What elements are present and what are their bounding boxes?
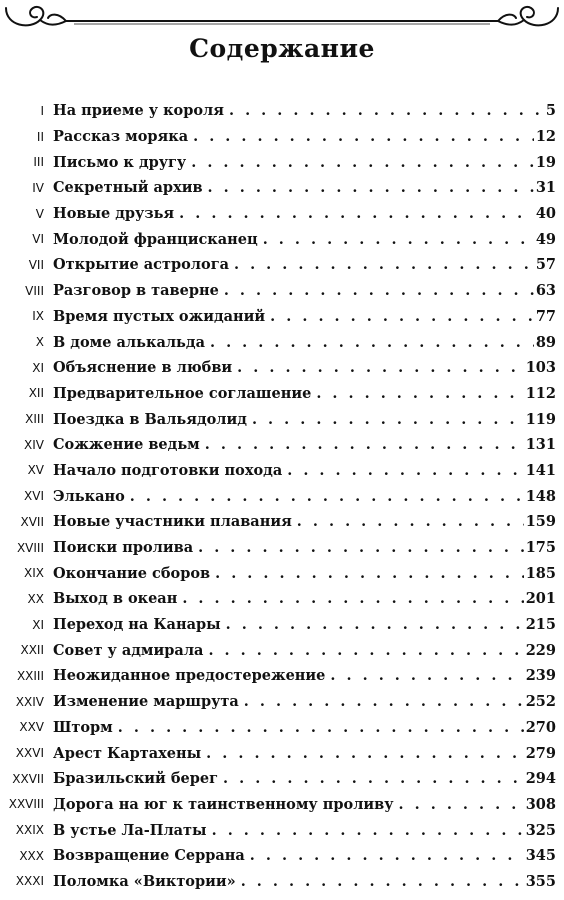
chapter-line xyxy=(53,488,556,505)
page-number: 294 xyxy=(525,770,556,788)
chapter-line xyxy=(53,565,556,582)
chapter-line xyxy=(53,539,556,556)
chapter-number: XIX xyxy=(24,566,44,581)
chapter-title: Рассказ моряка xyxy=(53,128,189,146)
page-number: 77 xyxy=(535,307,556,325)
chapter-number: XVII xyxy=(20,514,44,529)
page-number: 112 xyxy=(525,384,556,402)
chapter-number: IV xyxy=(32,180,44,195)
chapter-title: Молодой францисканец xyxy=(53,230,258,248)
chapter-line xyxy=(53,385,556,402)
dot-leader xyxy=(236,873,524,890)
page-number: 215 xyxy=(525,616,556,634)
chapter-title: Переход на Канары xyxy=(53,616,221,634)
chapter-line xyxy=(53,359,556,376)
page-number: 325 xyxy=(525,821,556,839)
chapter-title: Бразильский берег xyxy=(53,770,219,788)
chapter-number: XIII xyxy=(25,412,44,427)
chapter-line xyxy=(53,231,556,248)
toc-entry xyxy=(0,381,564,407)
toc-entry xyxy=(0,663,564,689)
toc-entry xyxy=(0,201,564,227)
page-number: 131 xyxy=(525,436,556,454)
chapter-title: Начало подготовки похода xyxy=(53,461,283,479)
page-number: 119 xyxy=(525,410,556,428)
page-number: 175 xyxy=(525,539,556,557)
chapter-line xyxy=(53,436,556,453)
chapter-line xyxy=(53,179,556,196)
chapter-line xyxy=(53,796,556,813)
page-title: Содержание xyxy=(189,34,375,63)
toc-entry xyxy=(0,535,564,561)
chapter-title: Элькано xyxy=(53,487,125,505)
chapter-title: Поиски пролива xyxy=(53,539,194,557)
chapter-number: XXV xyxy=(19,720,44,735)
toc-entry xyxy=(0,586,564,612)
toc-entry xyxy=(0,175,564,201)
toc-entry xyxy=(0,226,564,252)
chapter-line xyxy=(53,770,556,787)
chapter-number: X xyxy=(35,335,44,350)
toc-entry xyxy=(0,869,564,895)
dot-leader xyxy=(186,154,534,171)
toc-entry xyxy=(0,817,564,843)
chapter-number: XXIII xyxy=(16,668,44,683)
chapter-number: XVIII xyxy=(16,540,44,555)
page-number: 201 xyxy=(525,590,556,608)
page-number: 308 xyxy=(525,795,556,813)
chapter-title: Объяснение в любви xyxy=(53,359,233,377)
chapter-title: Секретный архив xyxy=(53,179,203,197)
chapter-title: Окончание сборов xyxy=(53,564,211,582)
chapter-title: Совет у адмирала xyxy=(53,641,204,659)
table-of-contents xyxy=(0,98,564,894)
toc-entry xyxy=(0,406,564,432)
dot-leader xyxy=(205,334,534,351)
chapter-title: Поломка «Виктории» xyxy=(53,872,236,890)
chapter-line xyxy=(53,693,556,710)
chapter-number: XV xyxy=(27,463,44,478)
dot-leader xyxy=(207,822,524,839)
dot-leader xyxy=(258,231,534,248)
chapter-line xyxy=(53,128,556,145)
page-number: 279 xyxy=(525,744,556,762)
dot-leader xyxy=(239,693,524,710)
chapter-line xyxy=(53,411,556,428)
chapter-line xyxy=(53,822,556,839)
toc-entry xyxy=(0,149,564,175)
chapter-line xyxy=(53,256,556,273)
chapter-line xyxy=(53,590,556,607)
page-number: 229 xyxy=(525,641,556,659)
page-number: 103 xyxy=(525,359,556,377)
page-number: 148 xyxy=(525,487,556,505)
page-number: 355 xyxy=(525,872,556,890)
page-number: 12 xyxy=(535,128,556,146)
chapter-title: Сожжение ведьм xyxy=(53,436,200,454)
toc-entry xyxy=(0,458,564,484)
dot-leader xyxy=(224,102,544,119)
dot-leader xyxy=(174,205,534,222)
toc-entry xyxy=(0,715,564,741)
chapter-title: Изменение маршрута xyxy=(53,693,239,711)
page-number: 89 xyxy=(535,333,556,351)
chapter-number: VII xyxy=(28,257,44,272)
chapter-number: II xyxy=(36,129,44,144)
chapter-number: XXX xyxy=(19,848,44,863)
chapter-number: XIV xyxy=(24,437,44,452)
chapter-number: I xyxy=(40,103,44,118)
chapter-line xyxy=(53,154,556,171)
dot-leader xyxy=(218,770,524,787)
toc-entry xyxy=(0,792,564,818)
chapter-number: VIII xyxy=(25,283,44,298)
chapter-title: Открытие астролога xyxy=(53,256,229,274)
toc-entry xyxy=(0,637,564,663)
toc-entry xyxy=(0,252,564,278)
chapter-number: XX xyxy=(27,591,44,606)
page-number: 31 xyxy=(535,179,556,197)
chapter-number: XXIV xyxy=(15,694,44,709)
chapter-number: XXVI xyxy=(15,746,44,761)
chapter-title: Время пустых ожиданий xyxy=(53,307,266,325)
chapter-title: Предварительное соглашение xyxy=(53,384,312,402)
chapter-number: IX xyxy=(32,309,44,324)
page-number: 141 xyxy=(525,461,556,479)
dot-leader xyxy=(193,539,524,556)
chapter-number: XII xyxy=(28,386,44,401)
page-number: 5 xyxy=(545,102,556,120)
chapter-line xyxy=(53,642,556,659)
chapter-line xyxy=(53,873,556,890)
page-number: 270 xyxy=(525,718,556,736)
dot-leader xyxy=(221,616,524,633)
chapter-title: Неожиданное предостережение xyxy=(53,667,326,685)
page-number: 40 xyxy=(535,205,556,223)
chapter-title: Шторм xyxy=(53,718,113,736)
toc-entry xyxy=(0,509,564,535)
chapter-number: XXII xyxy=(20,643,44,658)
dot-leader xyxy=(203,179,534,196)
page-number: 252 xyxy=(525,693,556,711)
dot-leader xyxy=(201,745,524,762)
chapter-line xyxy=(53,205,556,222)
chapter-line xyxy=(53,282,556,299)
dot-leader xyxy=(188,128,534,145)
toc-entry xyxy=(0,740,564,766)
dot-leader xyxy=(282,462,524,479)
chapter-number: V xyxy=(35,206,44,221)
chapter-title: Новые участники плавания xyxy=(53,513,292,531)
chapter-line xyxy=(53,102,556,119)
chapter-title: Поездка в Вальядолид xyxy=(53,410,247,428)
chapter-line xyxy=(53,745,556,762)
chapter-number: XXVIII xyxy=(8,797,44,812)
chapter-title: В доме алькальда xyxy=(53,333,205,351)
dot-leader xyxy=(245,847,524,864)
chapter-number: XXVII xyxy=(12,771,44,786)
chapter-title: Новые друзья xyxy=(53,205,175,223)
dot-leader xyxy=(247,411,524,428)
toc-entry xyxy=(0,124,564,150)
chapter-title: Письмо к другу xyxy=(53,153,187,171)
dot-leader xyxy=(232,359,524,376)
chapter-line xyxy=(53,462,556,479)
toc-entry xyxy=(0,766,564,792)
dot-leader xyxy=(125,488,524,505)
dot-leader xyxy=(265,308,534,325)
chapter-number: VI xyxy=(32,232,44,247)
chapter-title: Выход в океан xyxy=(53,590,178,608)
page-number: 185 xyxy=(525,564,556,582)
toc-entry xyxy=(0,560,564,586)
dot-leader xyxy=(394,796,524,813)
toc-entry xyxy=(0,432,564,458)
chapter-line xyxy=(53,667,556,684)
dot-leader xyxy=(177,590,523,607)
page-number: 57 xyxy=(535,256,556,274)
chapter-title: Разговор в таверне xyxy=(53,282,219,300)
toc-entry xyxy=(0,304,564,330)
page-number: 19 xyxy=(535,153,556,171)
dot-leader xyxy=(203,642,523,659)
chapter-line xyxy=(53,308,556,325)
dot-leader xyxy=(292,513,524,530)
page-number: 63 xyxy=(535,282,556,300)
chapter-number: III xyxy=(33,155,44,170)
chapter-number: XI xyxy=(32,360,44,375)
dot-leader xyxy=(311,385,523,402)
page-number: 159 xyxy=(525,513,556,531)
chapter-line xyxy=(53,513,556,530)
chapter-title: На приеме у короля xyxy=(53,102,224,120)
chapter-title: В устье Ла-Платы xyxy=(53,821,207,839)
chapter-line xyxy=(53,334,556,351)
chapter-line xyxy=(53,847,556,864)
toc-entry xyxy=(0,98,564,124)
page-number: 49 xyxy=(535,230,556,248)
chapter-line xyxy=(53,616,556,633)
chapter-number: XI xyxy=(32,617,44,632)
dot-leader xyxy=(113,719,524,736)
chapter-title: Дорога на юг к таинственному проливу xyxy=(53,795,394,813)
chapter-number: XXXI xyxy=(15,874,44,889)
chapter-line xyxy=(53,719,556,736)
toc-entry xyxy=(0,689,564,715)
toc-entry xyxy=(0,355,564,381)
dot-leader xyxy=(200,436,524,453)
toc-entry xyxy=(0,843,564,869)
dot-leader xyxy=(325,667,523,684)
toc-entry xyxy=(0,612,564,638)
chapter-number: XVI xyxy=(24,489,44,504)
toc-entry xyxy=(0,278,564,304)
dot-leader xyxy=(229,256,534,273)
dot-leader xyxy=(210,565,524,582)
toc-entry xyxy=(0,329,564,355)
dot-leader xyxy=(219,282,534,299)
chapter-number: XXIX xyxy=(15,823,44,838)
chapter-title: Возвращение Серрана xyxy=(53,847,245,865)
page-number: 345 xyxy=(525,847,556,865)
toc-entry xyxy=(0,483,564,509)
chapter-title: Арест Картахены xyxy=(53,744,202,762)
page-number: 239 xyxy=(525,667,556,685)
